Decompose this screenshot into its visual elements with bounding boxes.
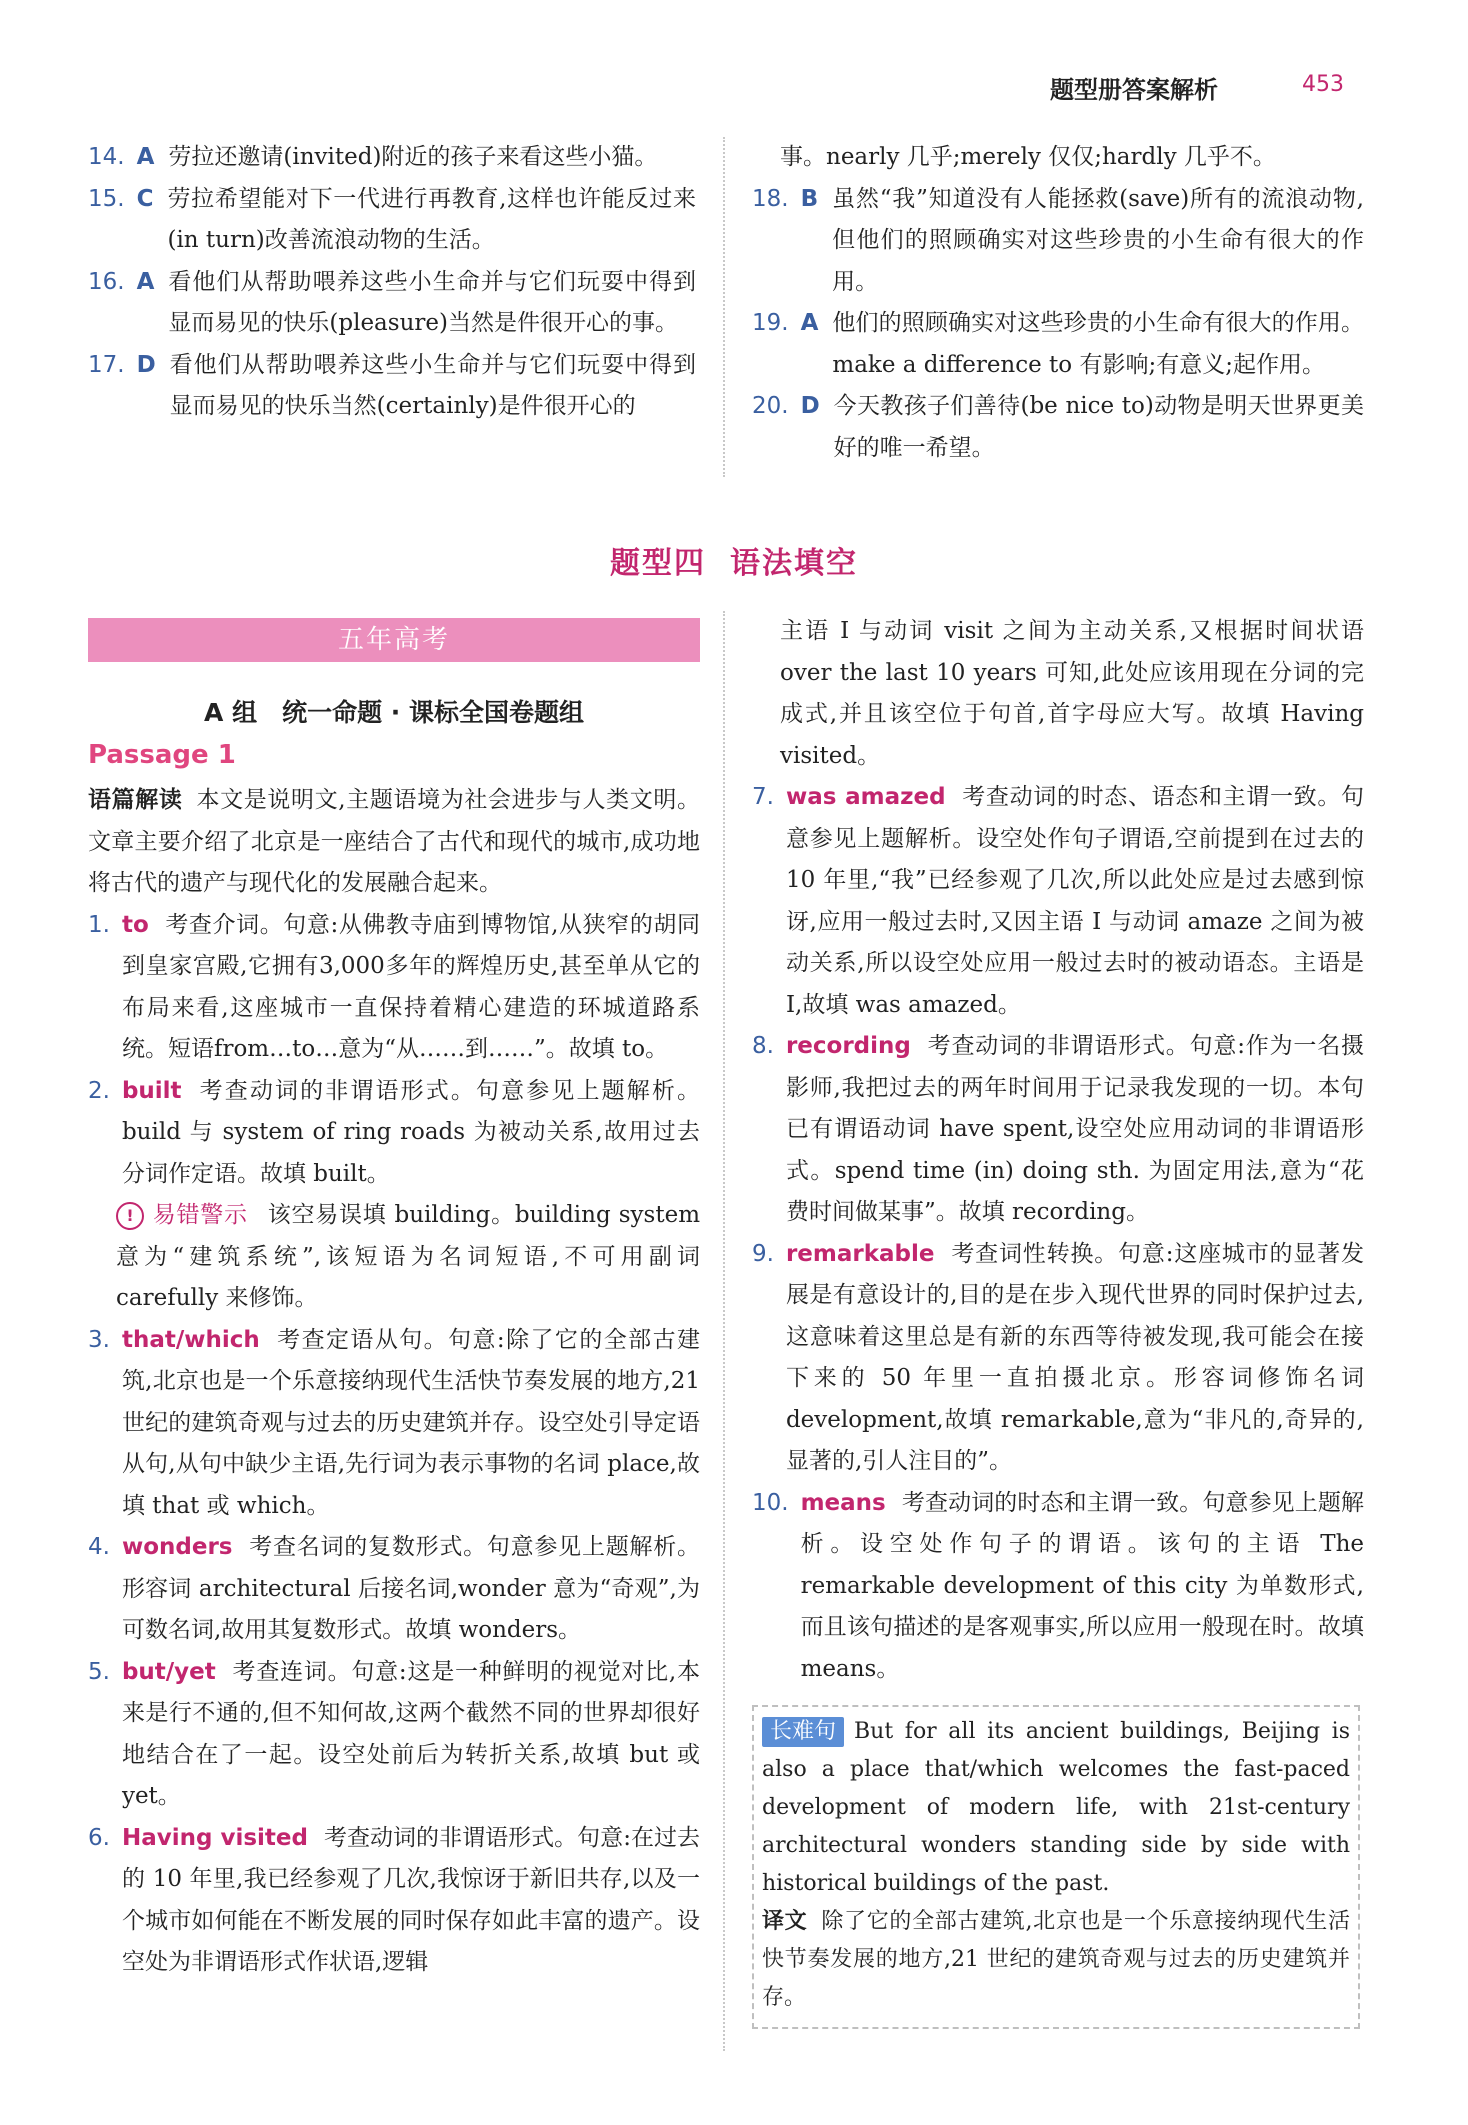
section-name: 语法填空 xyxy=(730,546,858,581)
top-left-answers xyxy=(88,137,696,428)
answer-explanation: 考查动词的非谓语形式。句意参见上题解析。build 与 system of ring roads 为被动关系,故用过去分词作定语。故填 built。 xyxy=(121,1077,700,1187)
answer-word: wonders xyxy=(121,1534,233,1560)
continuation-text: 主语 I 与动词 visit 之间为主动关系,又根据时间状语 over the last 10 years 可知,此处应该用现在分词的完成式,并且该空位于句首,首字母应大写。故填 Having visited。 xyxy=(780,618,1364,769)
item-number: 18. xyxy=(752,185,789,212)
item-number: 4. xyxy=(88,1534,110,1560)
answer-explanation: 考查词性转换。句意:这座城市的显著发展是有意设计的,目的是在步入现代世界的同时保护过去,这意味着这里总是有新的东西等待被发现,我可能会在接下来的 50 年里一直拍摄北京。形容词修饰名词 development,故填 remarkable,意为“非凡的,奇异的,显著的,引人注目的”。 xyxy=(785,1240,1364,1474)
long-sentence-english xyxy=(762,1713,1350,1903)
column-divider-top xyxy=(723,137,725,477)
passage-title: Passage 1 xyxy=(88,740,236,770)
answer-explanation: 考查动词的非谓语形式。句意:在过去的 10 年里,我已经参观了几次,我惊讶于新旧共存,以及一个城市如何能在不断发展的同时保存如此丰富的遗产。设空处为非谓语形式作状语,逻辑 xyxy=(121,1824,700,1975)
answer-item xyxy=(752,1234,1364,1483)
answer-letter: D xyxy=(136,351,156,378)
answer-explanation: 劳拉希望能对下一代进行再教育,这样也许能反过来(in turn)改善流浪动物的生活。 xyxy=(167,185,696,253)
right-column xyxy=(752,611,1364,1690)
answer-word: Having visited xyxy=(121,1824,308,1851)
answer-word: that/which xyxy=(121,1326,260,1353)
item-number: 5. xyxy=(88,1658,110,1685)
answer-explanation: 看他们从帮助喂养这些小生命并与它们玩耍中得到显而易见的快乐(pleasure)当然是件很开心的事。 xyxy=(168,268,696,336)
answer-item xyxy=(88,905,700,1071)
answer-item xyxy=(88,1818,700,1984)
item-number: 15. xyxy=(88,185,125,212)
item-number: 20. xyxy=(752,393,789,419)
answer-letter: A xyxy=(136,268,155,295)
section-title xyxy=(0,538,1468,582)
answer-word: means xyxy=(800,1489,886,1516)
group-title: A 组 统一命题 · 课标全国卷题组 xyxy=(204,698,584,727)
page-number: 453 xyxy=(1302,72,1344,97)
page-header-title: 题型册答案解析 xyxy=(1050,76,1218,104)
error-warning xyxy=(88,1195,700,1320)
answer-item xyxy=(88,1652,700,1818)
answer-explanation: 考查动词的时态和主谓一致。句意参见上题解析。设空处作句子的谓语。该句的主语 The remarkable development of this city 为单数形式,而且该句描述的是客观事实,所以应用一般现在时。故填 means。 xyxy=(800,1489,1364,1682)
answer-letter: B xyxy=(800,185,819,212)
section-part: 题型四 xyxy=(610,546,706,581)
long-sentence-translation xyxy=(762,1903,1350,2017)
answer-explanation: 考查名词的复数形式。句意参见上题解析。形容词 architectural 后接名词,wonder 意为“奇观”,为可数名词,故用其复数形式。故填 wonders。 xyxy=(121,1534,700,1643)
answer-letter: A xyxy=(800,310,819,336)
answer-word: built xyxy=(121,1077,182,1104)
long-sentence-box xyxy=(752,1705,1360,2029)
answer-item xyxy=(88,137,696,179)
answer-word: to xyxy=(121,911,149,938)
item-number: 17. xyxy=(88,351,125,378)
answer-letter: A xyxy=(136,144,155,170)
long-sentence-badge: 长难句 xyxy=(762,1717,844,1747)
answer-item xyxy=(752,303,1364,386)
item-number: 6. xyxy=(88,1824,110,1851)
answer-item xyxy=(752,777,1364,1026)
answer-item xyxy=(752,1483,1364,1691)
answer-explanation: 考查动词的非谓语形式。句意:作为一名摄影师,我把过去的两年时间用于记录我发现的一切。本句已有谓语动词 have spent,设空处应用动词的非谓语形式。spend time (in) doing sth. 为固定用法,意为“花费时间做某事”。故填 recording。 xyxy=(785,1033,1364,1225)
answer-word: remarkable xyxy=(785,1240,935,1267)
warning-label: 易错警示 xyxy=(152,1202,248,1228)
item-number: 3. xyxy=(88,1326,110,1353)
answer-word: was amazed xyxy=(785,784,946,810)
exclamation-icon: ! xyxy=(116,1202,144,1230)
answer-item xyxy=(752,179,1364,304)
analysis-text: 本文是说明文,主题语境为社会进步与人类文明。文章主要介绍了北京是一座结合了古代和现代的城市,成功地将古代的遗产与现代化的发展融合起来。 xyxy=(88,787,701,896)
answer-letter: C xyxy=(136,185,154,212)
answer-item xyxy=(88,345,696,428)
item-number: 1. xyxy=(88,911,110,938)
long-sentence-text: But for all its ancient buildings, Beijing is also a place that/which welcomes the fast-paced development of modern life, with 21st-century architectural wonders standing side by side with historical buildings of the past. xyxy=(762,1719,1350,1896)
answer-explanation: 虽然“我”知道没有人能拯救(save)所有的流浪动物,但他们的照顾确实对这些珍贵的小生命有很大的作用。 xyxy=(832,185,1364,295)
translation-text: 除了它的全部古建筑,北京也是一个乐意接纳现代生活快节奏发展的地方,21 世纪的建筑奇观与过去的历史建筑并存。 xyxy=(762,1909,1350,2010)
left-column xyxy=(88,780,700,1984)
answer-explanation: 今天教孩子们善待(be nice to)动物是明天世界更美好的唯一希望。 xyxy=(833,393,1364,461)
answer-item xyxy=(752,386,1364,469)
translation-label: 译文 xyxy=(762,1909,808,1934)
continuation-text: 事。nearly 几乎;merely 仅仅;hardly 几乎不。 xyxy=(780,144,1276,170)
passage-analysis xyxy=(88,780,700,905)
answer-letter: D xyxy=(800,393,820,419)
answer-explanation: 劳拉还邀请(invited)附近的孩子来看这些小猫。 xyxy=(168,144,658,170)
column-divider-bottom xyxy=(723,611,725,2051)
answer-explanation: 考查介词。句意:从佛教寺庙到博物馆,从狭窄的胡同到皇家宫殿,它拥有3,000多年的辉煌历史,甚至单从它的布局来看,这座城市一直保持着精心建造的环城道路系统。短语from…to…意为“从……到……”。故填 to。 xyxy=(121,911,700,1062)
item-number: 19. xyxy=(752,310,789,336)
answer-explanation: 考查动词的时态、语态和主谓一致。句意参见上题解析。设空处作句子谓语,空前提到在过去的 10 年里,“我”已经参观了几次,所以此处应是过去感到惊讶,应用一般过去时,又因主语 I 与动词 amaze 之间为被动关系,所以设空处应用一般过去时的被动语态。主语是 I,故填 was amazed。 xyxy=(785,784,1364,1018)
answer-explanation: 考查定语从句。句意:除了它的全部古建筑,北京也是一个乐意接纳现代生活快节奏发展的地方,21 世纪的建筑奇观与过去的历史建筑并存。设空处引导定语从句,从句中缺少主语,先行词为表示事物的名词 place,故填 that 或 which。 xyxy=(121,1326,700,1519)
answer-word: but/yet xyxy=(121,1658,216,1685)
answer-explanation: 他们的照顾确实对这些珍贵的小生命有很大的作用。make a difference to 有影响;有意义;起作用。 xyxy=(832,310,1364,378)
item-number: 14. xyxy=(88,144,125,170)
top-right-answers xyxy=(752,137,1364,469)
item-number: 2. xyxy=(88,1077,110,1104)
warning-text: 该空易误填 building。building system 意为“建筑系统”,该短语为名词短语,不可用副词 carefully 来修饰。 xyxy=(116,1202,700,1311)
five-year-exam-banner: 五年高考 xyxy=(88,618,700,662)
answer-item xyxy=(88,1071,700,1196)
item-number: 8. xyxy=(752,1033,774,1059)
answer-item xyxy=(88,1527,700,1652)
item-number: 7. xyxy=(752,784,774,810)
answer-explanation: 考查连词。句意:这是一种鲜明的视觉对比,本来是行不通的,但不知何故,这两个截然不同的世界却很好地结合在了一起。设空处前后为转折关系,故填 but 或 yet。 xyxy=(121,1658,700,1809)
answer-item xyxy=(88,179,696,262)
answer-item xyxy=(752,1026,1364,1234)
answer-item xyxy=(88,1320,700,1528)
analysis-label: 语篇解读 xyxy=(88,787,183,813)
answer-item xyxy=(88,262,696,345)
item-number: 10. xyxy=(752,1489,789,1516)
item-number: 9. xyxy=(752,1240,774,1267)
item-number: 16. xyxy=(88,268,125,295)
answer-explanation: 看他们从帮助喂养这些小生命并与它们玩耍中得到显而易见的快乐当然(certainly)是件很开心的 xyxy=(169,351,696,419)
answer-word: recording xyxy=(785,1033,911,1059)
